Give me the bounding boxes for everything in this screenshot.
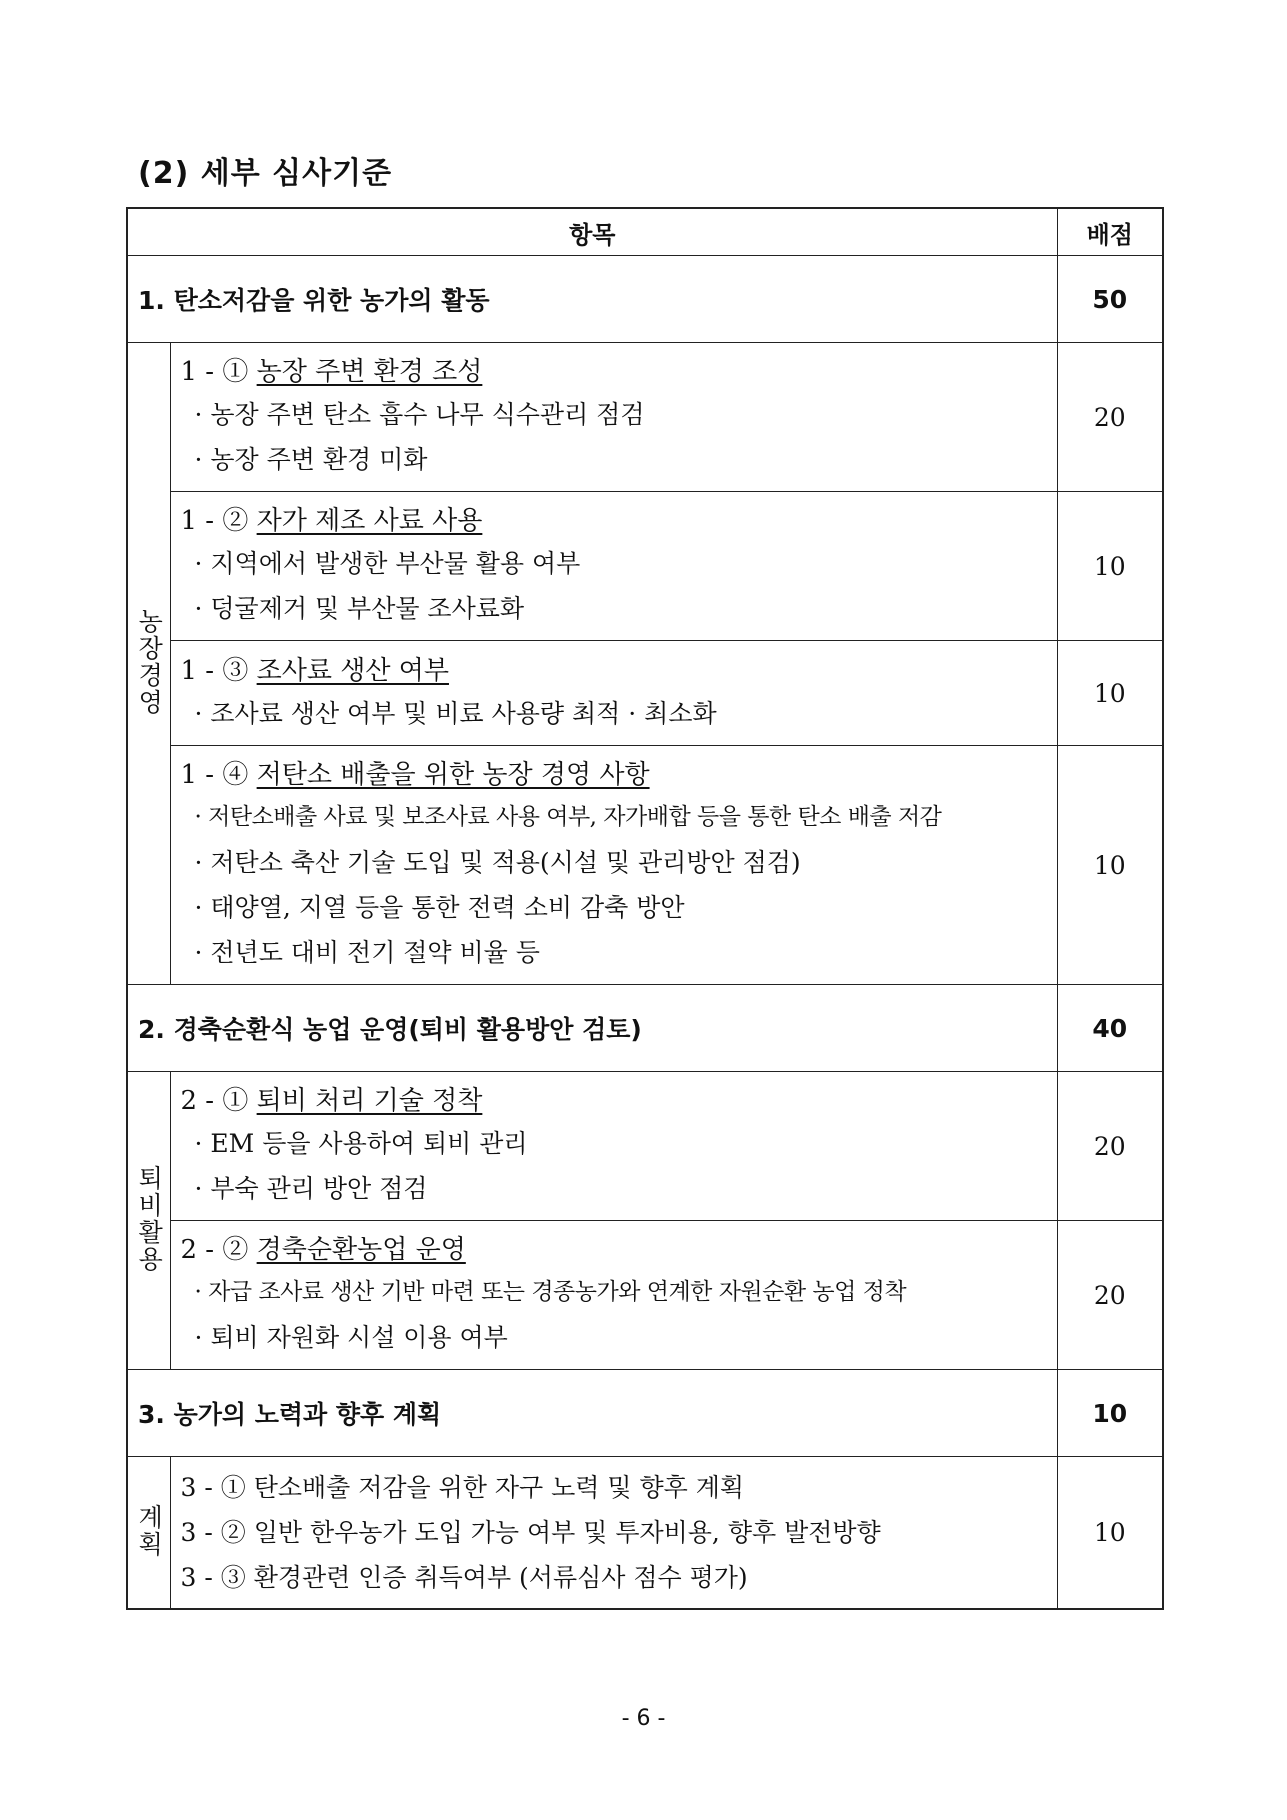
- subitem-1-2: [170, 492, 1057, 641]
- subitem-1-4: [170, 746, 1057, 985]
- group-label-plan: [127, 1457, 170, 1610]
- table-header-row: [127, 208, 1163, 256]
- bullet-item: · 태양열, 지열 등을 통한 전력 소비 감축 방안: [194, 893, 685, 922]
- category-row-2: [127, 985, 1163, 1072]
- subitem-prefix: 2 - ①: [180, 1086, 257, 1116]
- group-label-text: 퇴비활용: [134, 1164, 164, 1273]
- table-row: [127, 492, 1163, 641]
- criteria-table: [126, 207, 1164, 1610]
- subitem-2-2: [170, 1221, 1057, 1370]
- category-score-1: 50: [1057, 256, 1163, 343]
- plan-line: 3 - ③ 환경관련 인증 취득여부 (서류심사 점수 평가): [180, 1563, 748, 1592]
- subitem-title: 농장 주변 환경 조성: [256, 357, 483, 387]
- subitem-score: 20: [1057, 1072, 1163, 1221]
- subitem-title: 경축순환농업 운영: [256, 1235, 466, 1265]
- subitem-score: 10: [1057, 746, 1163, 985]
- page-number: - 6 -: [621, 1706, 666, 1731]
- group-label-compost: [127, 1072, 170, 1370]
- subitem-prefix: 1 - ②: [180, 506, 257, 536]
- bullet-item: · 퇴비 자원화 시설 이용 여부: [194, 1323, 508, 1352]
- subitem-3: [170, 1457, 1057, 1610]
- bullet-item: · 전년도 대비 전기 절약 비율 등: [194, 938, 540, 967]
- bullet-item: · 저탄소배출 사료 및 보조사료 사용 여부, 자가배합 등을 통한 탄소 배출 저감: [194, 804, 942, 830]
- table-row: [127, 746, 1163, 985]
- bullet-item: · 저탄소 축산 기술 도입 및 적용(시설 및 관리방안 점검): [194, 848, 801, 877]
- plan-line: 3 - ② 일반 한우농가 도입 가능 여부 및 투자비용, 향후 발전방향: [180, 1518, 881, 1547]
- subitem-1-1: [170, 343, 1057, 492]
- bullet-item: · 부숙 관리 방안 점검: [194, 1174, 428, 1203]
- bullet-item: · 자급 조사료 생산 기반 마련 또는 경종농가와 연계한 자원순환 농업 정착: [194, 1279, 907, 1305]
- table-row: [127, 1072, 1163, 1221]
- group-label-text: 계획: [134, 1503, 164, 1558]
- category-title-2: 2. 경축순환식 농업 운영(퇴비 활용방안 검토): [127, 985, 1057, 1072]
- subitem-title: 자가 제조 사료 사용: [256, 506, 483, 536]
- bullet-item: · EM 등을 사용하여 퇴비 관리: [194, 1129, 528, 1158]
- table-row: [127, 1221, 1163, 1370]
- subitem-1-3: [170, 641, 1057, 746]
- subitem-score: 20: [1057, 1221, 1163, 1370]
- table-row: [127, 1457, 1163, 1610]
- subitem-title: 퇴비 처리 기술 정착: [256, 1086, 483, 1116]
- category-row-1: [127, 256, 1163, 343]
- subitem-prefix: 2 - ②: [180, 1235, 257, 1265]
- table-row: [127, 641, 1163, 746]
- bullet-item: · 농장 주변 탄소 흡수 나무 식수관리 점검: [194, 400, 645, 429]
- subitem-score: 10: [1057, 641, 1163, 746]
- subitem-title: 조사료 생산 여부: [256, 655, 449, 686]
- subitem-title: 저탄소 배출을 위한 농장 경영 사항: [256, 760, 650, 790]
- bullet-item: · 농장 주변 환경 미화: [194, 445, 428, 474]
- subitem-prefix: 1 - ①: [180, 357, 257, 387]
- category-row-3: [127, 1370, 1163, 1457]
- header-item: 항목: [127, 208, 1057, 256]
- subitem-score: 20: [1057, 343, 1163, 492]
- subitem-score: 10: [1057, 492, 1163, 641]
- category-score-2: 40: [1057, 985, 1163, 1072]
- subitem-2-1: [170, 1072, 1057, 1221]
- category-score-3: 10: [1057, 1370, 1163, 1457]
- subitem-prefix: 1 - ③: [180, 655, 257, 686]
- subitem-score: 10: [1057, 1457, 1163, 1610]
- group-label-farm: [127, 343, 170, 985]
- bullet-item: · 덩굴제거 및 부산물 조사료화: [194, 594, 525, 623]
- category-title-3: 3. 농가의 노력과 향후 계획: [127, 1370, 1057, 1457]
- table-row: [127, 343, 1163, 492]
- group-label-text: 농장경영: [134, 607, 164, 716]
- bullet-item: · 조사료 생산 여부 및 비료 사용량 최적 · 최소화: [194, 698, 717, 728]
- category-title-1: 1. 탄소저감을 위한 농가의 활동: [127, 256, 1057, 343]
- plan-line: 3 - ① 탄소배출 저감을 위한 자구 노력 및 향후 계획: [180, 1473, 745, 1502]
- section-title: (2) 세부 심사기준: [138, 156, 393, 191]
- subitem-prefix: 1 - ④: [180, 760, 257, 790]
- header-score: 배점: [1057, 208, 1163, 256]
- bullet-item: · 지역에서 발생한 부산물 활용 여부: [194, 549, 581, 578]
